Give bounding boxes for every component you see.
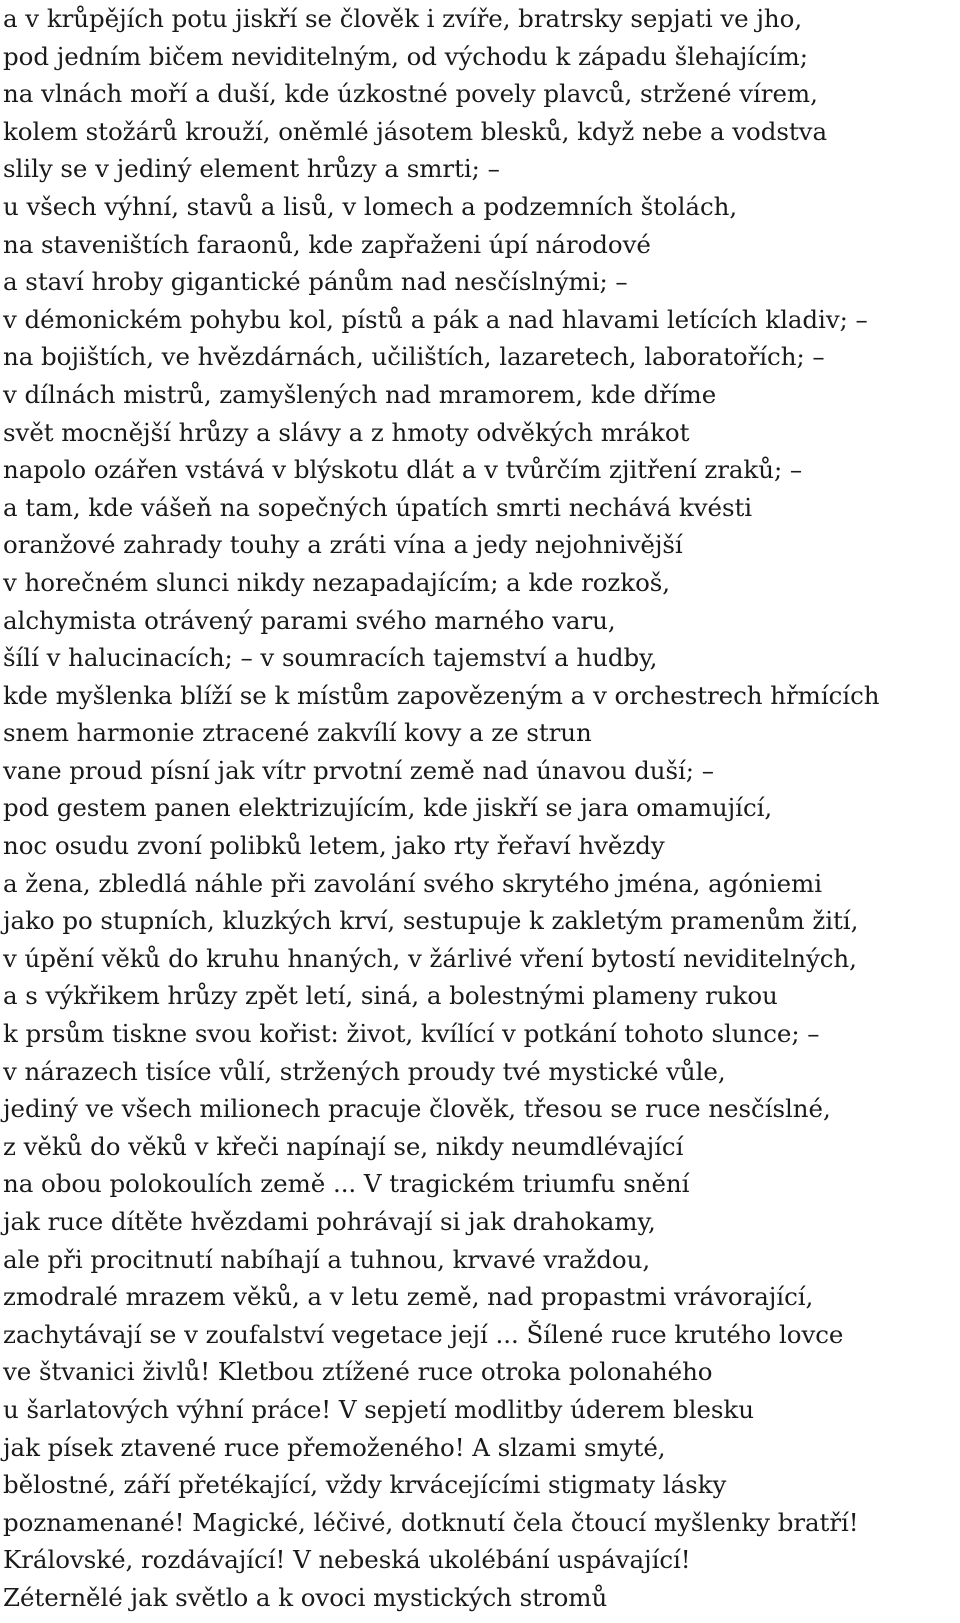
poem-line: jak ruce dítěte hvězdami pohrávají si jak drahokamy, (3, 1207, 656, 1236)
poem-line: a žena, zbledlá náhle při zavolání svého skrytého jména, agóniemi (3, 868, 822, 898)
poem-line: napolo ozářen vstává v blýskotu dlát a v tvůrčím zjitření zraků; – (3, 455, 803, 485)
poem-line: snem harmonie ztracené zakvílí kovy a ze strun (3, 718, 592, 748)
poem-line: slily se v jediný element hrůzy a smrti; – (3, 154, 500, 184)
poem-line: jak písek ztavené ruce přemoženého! A slzami smyté, (3, 1432, 666, 1462)
poem-line: zachytávají se v zoufalství vegetace její ... Šílené ruce krutého lovce (3, 1319, 844, 1349)
poem-line: kolem stožárů krouží, oněmlé jásotem blesků, když nebe a vodstva (3, 116, 828, 146)
poem-line: jako po stupních, kluzkých krví, sestupuje k zakletým pramenům žití, (3, 906, 859, 936)
poem-line: z věků do věků v křeči napínají se, nikdy neumdlévající (3, 1131, 684, 1161)
poem-line: v dílnách mistrů, zamyšlených nad mramorem, kde dříme (3, 379, 717, 409)
poem-line: zmodralé mrazem věků, a v letu země, nad propastmi vrávorající, (3, 1282, 814, 1312)
poem-line: na bojištích, ve hvězdárnách, učilištích, lazaretech, laboratořích; – (3, 342, 825, 372)
poem-line: u všech výhní, stavů a lisů, v lomech a podzemních štolách, (3, 191, 738, 221)
poem-line: u šarlatových výhní práce! V sepjetí modlitby úderem blesku (3, 1394, 754, 1424)
poem-line: a tam, kde vášeň na sopečných úpatích smrti nechává kvésti (3, 492, 753, 522)
poem-line: svět mocnější hrůzy a slávy a z hmoty odvěkých mrákot (3, 417, 690, 447)
poem-line: v horečném slunci nikdy nezapadajícím; a kde rozkoš, (3, 567, 671, 597)
poem-line: kde myšlenka blíží se k místům zapovězeným a v orchestrech hřmících (3, 680, 880, 710)
poem-line: bělostné, září přetékající, vždy krvácejícími stigmaty lásky (3, 1470, 727, 1500)
poem-line: v nárazech tisíce vůlí, stržených proudy tvé mystické vůle, (3, 1056, 726, 1086)
poem-line: a staví hroby gigantické pánům nad nesčíslnými; – (3, 267, 628, 297)
poem-line: Zéternělé jak světlo a k ovoci mystických stromů (3, 1582, 608, 1612)
poem-line: šílí v halucinacích; – v soumracích tajemství a hudby, (3, 643, 658, 673)
poem-line: Královské, rozdávající! V nebeská ukolébání uspávající! (3, 1545, 691, 1575)
poem-line: v démonickém pohybu kol, pístů a pák a nad hlavami letících kladiv; – (3, 304, 868, 334)
poem-line: oranžové zahrady touhy a zráti vína a jedy nejohnivější (3, 530, 683, 560)
poem-line: pod gestem panen elektrizujícím, kde jiskří se jara omamující, (3, 793, 773, 823)
document-page (3, 0, 957, 1623)
poem-line: alchymista otrávený parami svého marného varu, (3, 605, 616, 635)
poem-line: noc osudu zvoní polibků letem, jako rty řeřaví hvězdy (3, 831, 665, 861)
poem-line: pod jedním bičem neviditelným, od východu k západu šlehajícím; (3, 41, 808, 71)
poem-line: poznamenané! Magické, léčivé, dotknutí čela čtoucí myšlenky bratří! (3, 1507, 859, 1537)
poem-line: k prsům tiskne svou kořist: život, kvílící v potkání tohoto slunce; – (3, 1019, 820, 1049)
poem-text (3, 0, 957, 1617)
poem-line: a v krůpějích potu jiskří se člověk i zvíře, bratrsky sepjati ve jho, (3, 4, 803, 33)
poem-line: na vlnách moří a duší, kde úzkostné povely plavců, stržené vírem, (3, 79, 818, 109)
poem-line: na obou polokoulích země ... V tragickém triumfu snění (3, 1169, 690, 1199)
poem-line: na staveništích faraonů, kde zapřaženi úpí národové (3, 229, 651, 259)
poem-line: vane proud písní jak vítr prvotní země nad únavou duší; – (3, 755, 714, 785)
poem-line: ale při procitnutí nabíhají a tuhnou, krvavé vraždou, (3, 1244, 651, 1274)
poem-line: ve štvanici živlů! Kletbou ztížené ruce otroka polonahého (3, 1357, 713, 1387)
poem-line: jediný ve všech milionech pracuje člověk, třesou se ruce nesčíslné, (3, 1094, 831, 1124)
poem-line: v úpění věků do kruhu hnaných, v žárlivé vření bytostí neviditelných, (3, 943, 857, 973)
poem-line: a s výkřikem hrůzy zpět letí, siná, a bolestnými plameny rukou (3, 981, 778, 1011)
